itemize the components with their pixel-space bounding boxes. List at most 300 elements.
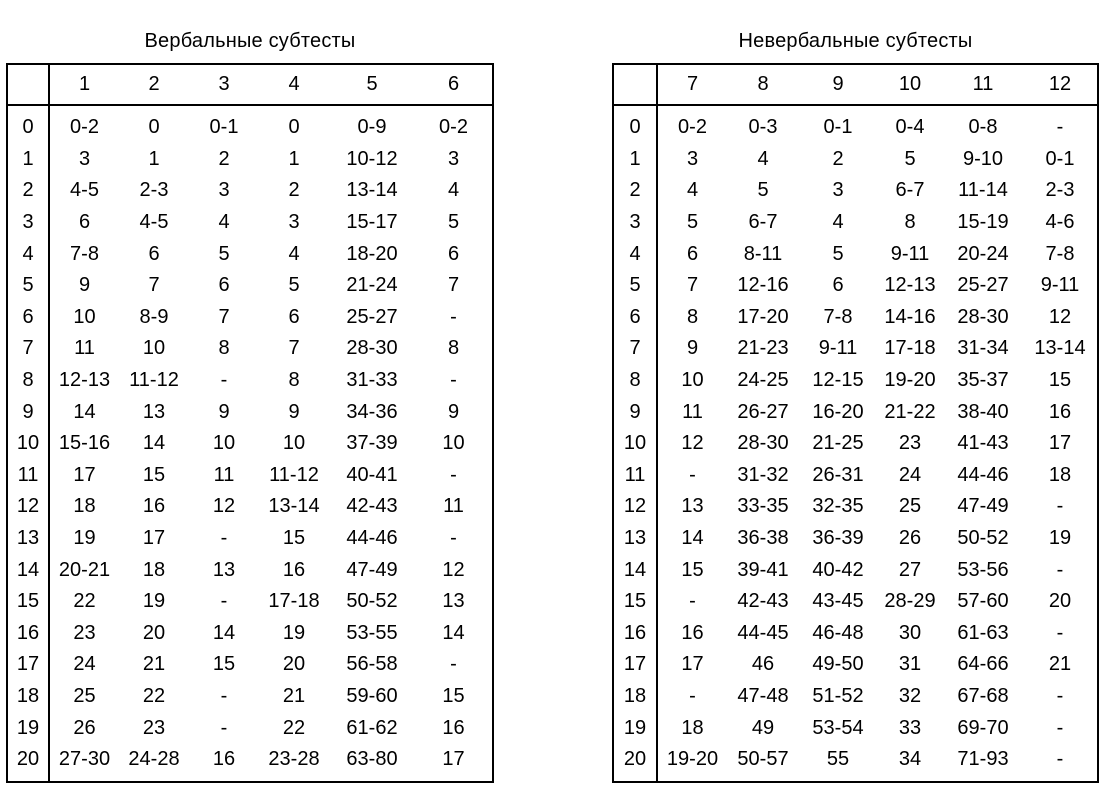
raw-score-cell: 27 [898, 558, 922, 581]
raw-score-cell: 34 [898, 748, 922, 771]
raw-score-cell: 4-5 [70, 179, 99, 202]
table-row [7, 712, 493, 744]
raw-score-cell: 0-8 [968, 116, 998, 139]
nonverbal-table-body [613, 105, 1098, 782]
raw-score-cell: 0 [288, 116, 300, 139]
raw-score-cell: 9 [78, 274, 91, 297]
raw-score-cell: 21 [1048, 653, 1072, 676]
raw-score-cell: 15 [142, 463, 166, 486]
raw-score-cell: 16 [212, 748, 236, 771]
raw-score-cell: 20-21 [58, 558, 111, 581]
scaled-score-cell: 4 [7, 238, 49, 270]
scaled-score-cell: 19 [7, 712, 49, 744]
raw-score-cell: 12-13 [58, 369, 111, 392]
scaled-score-cell: 0 [7, 105, 49, 144]
raw-score-cell: - [220, 527, 228, 550]
raw-score-cell: 4 [218, 211, 230, 234]
raw-score-cell: 2-3 [139, 179, 169, 202]
raw-score-cell: 23 [73, 621, 96, 644]
subtest-column-header: 4 [259, 64, 329, 105]
nonverbal-header-row [613, 64, 1098, 105]
scaled-score-cell: 10 [7, 428, 49, 460]
raw-score-cell: - [689, 590, 696, 613]
raw-score-cell: 13-14 [268, 495, 320, 518]
scaled-score-cell: 15 [7, 586, 49, 618]
scaled-score-cell: 6 [7, 302, 49, 334]
raw-score-cell: 53-54 [812, 716, 864, 739]
raw-score-cell: 5 [904, 147, 916, 170]
raw-score-cell: 6 [832, 274, 844, 297]
raw-score-cell: 10 [73, 305, 96, 328]
raw-score-cell: 14 [73, 400, 96, 423]
raw-score-cell: 5 [218, 242, 230, 265]
raw-score-cell: 18 [1048, 463, 1072, 486]
raw-score-cell: 4 [832, 211, 844, 234]
raw-score-cell: - [220, 684, 228, 707]
raw-score-cell: 7 [447, 274, 460, 297]
table-row [613, 618, 1098, 650]
table-row [613, 302, 1098, 334]
raw-score-cell: 8 [218, 337, 230, 360]
raw-score-cell: 6-7 [895, 179, 925, 202]
raw-score-cell: 42-43 [346, 495, 398, 518]
raw-score-cell: - [1056, 558, 1064, 581]
raw-score-cell: 9-11 [1040, 274, 1080, 297]
raw-score-cell: 24-25 [737, 369, 789, 392]
raw-score-cell: 21-24 [346, 274, 398, 297]
raw-score-cell: 8 [288, 369, 300, 392]
raw-score-cell: 6 [218, 274, 230, 297]
raw-score-cell: 28-30 [957, 305, 1009, 328]
raw-score-cell: 69-70 [957, 716, 1009, 739]
scaled-score-cell: 11 [7, 460, 49, 492]
raw-score-cell: 23 [898, 432, 922, 455]
raw-score-cell: 10 [212, 432, 236, 455]
raw-score-cell: 11-12 [269, 463, 319, 486]
raw-score-cell: 19 [1048, 527, 1072, 550]
table-row [613, 238, 1098, 270]
raw-score-cell: 16 [442, 716, 465, 739]
raw-score-cell: 5 [447, 211, 460, 234]
raw-score-cell: 11 [74, 337, 95, 360]
raw-score-cell: 51-52 [812, 684, 864, 707]
raw-score-cell: 5 [832, 242, 844, 265]
raw-score-cell: 4-5 [139, 211, 169, 234]
raw-score-cell: 50-52 [346, 590, 398, 613]
raw-score-cell: 6 [686, 242, 699, 265]
raw-score-cell: - [220, 716, 228, 739]
raw-score-cell: 12-16 [737, 274, 789, 297]
raw-score-cell: - [1056, 621, 1064, 644]
raw-score-cell: - [450, 305, 457, 328]
raw-score-cell: 61-62 [346, 716, 398, 739]
scaled-score-cell: 12 [613, 491, 657, 523]
scaled-score-cell: 8 [7, 365, 49, 397]
raw-score-cell: 7-8 [823, 305, 853, 328]
raw-score-cell: 20 [1048, 590, 1072, 613]
raw-score-cell: 23 [142, 716, 166, 739]
subtest-column-header: 2 [119, 64, 189, 105]
table-row [613, 586, 1098, 618]
table-row [613, 105, 1098, 144]
raw-score-cell: 18 [681, 716, 704, 739]
raw-score-cell: 13 [681, 495, 704, 518]
raw-score-cell: 14 [442, 621, 465, 644]
table-row [613, 744, 1098, 783]
scaled-score-cell: 17 [613, 649, 657, 681]
scaled-score-cell: 14 [613, 554, 657, 586]
subtest-column-header: 9 [799, 64, 877, 105]
table-row [7, 302, 493, 334]
raw-score-cell: 18 [142, 558, 166, 581]
raw-score-cell: 3 [218, 179, 230, 202]
scaled-score-cell: 20 [613, 744, 657, 783]
raw-score-cell: 49-50 [812, 653, 864, 676]
raw-score-cell: 21-22 [884, 400, 936, 423]
raw-score-cell: 0-9 [357, 116, 387, 139]
raw-score-cell: 22 [282, 716, 306, 739]
raw-score-cell: 6 [447, 242, 460, 265]
raw-score-cell: 11 [213, 463, 235, 486]
raw-score-cell: 0 [148, 116, 160, 139]
raw-score-cell: 33 [898, 716, 922, 739]
raw-score-cell: 13 [212, 558, 236, 581]
raw-score-cell: 9 [218, 400, 230, 423]
table-row [7, 554, 493, 586]
raw-score-cell: 67-68 [957, 684, 1009, 707]
raw-score-cell: 28-30 [737, 432, 789, 455]
raw-score-cell: 53-55 [346, 621, 398, 644]
raw-score-cell: 36-38 [737, 527, 789, 550]
raw-score-cell: 10 [142, 337, 166, 360]
raw-score-cell: 16-20 [812, 400, 864, 423]
raw-score-cell: 2-3 [1045, 179, 1075, 202]
raw-score-cell: - [689, 463, 696, 486]
table-row [613, 712, 1098, 744]
raw-score-cell: 44-46 [346, 527, 398, 550]
raw-score-cell: 41-43 [957, 432, 1009, 455]
scaled-score-cell: 20 [7, 744, 49, 783]
raw-score-cell: - [1056, 684, 1064, 707]
table-row [613, 270, 1098, 302]
scaled-score-cell: 7 [7, 333, 49, 365]
raw-score-cell: 5 [757, 179, 769, 202]
table-row [7, 396, 493, 428]
raw-score-cell: 28-30 [346, 337, 398, 360]
subtest-column-header: 10 [877, 64, 943, 105]
raw-score-cell: 38-40 [957, 400, 1009, 423]
raw-score-cell: 10 [442, 432, 465, 455]
raw-score-cell: 12 [442, 558, 465, 581]
raw-score-cell: 3 [288, 211, 300, 234]
raw-score-cell: 14 [142, 432, 166, 455]
table-row [613, 681, 1098, 713]
raw-score-cell: 16 [681, 621, 704, 644]
scaled-score-cell: 14 [7, 554, 49, 586]
subtest-column-header: 11 [943, 64, 1023, 105]
raw-score-cell: 31-33 [346, 369, 398, 392]
raw-score-cell: - [689, 684, 696, 707]
scaled-score-cell: 10 [613, 428, 657, 460]
raw-score-cell: 15 [212, 653, 236, 676]
raw-score-cell: 1 [288, 147, 300, 170]
raw-score-cell: 17 [73, 463, 96, 486]
raw-score-cell: 17 [142, 527, 166, 550]
raw-score-cell: 25-27 [346, 305, 398, 328]
raw-score-cell: 26 [73, 716, 96, 739]
raw-score-cell: 61-63 [957, 621, 1009, 644]
raw-score-cell: 15-19 [957, 211, 1009, 234]
raw-score-cell: 21-23 [737, 337, 789, 360]
raw-score-cell: - [220, 369, 228, 392]
raw-score-cell: 11-12 [129, 369, 179, 392]
raw-score-cell: 47-49 [957, 495, 1009, 518]
raw-score-cell: 8 [447, 337, 460, 360]
raw-score-cell: 71-93 [957, 748, 1009, 771]
table-row [7, 333, 493, 365]
raw-score-cell: 11-14 [958, 179, 1008, 202]
raw-score-cell: 21 [282, 684, 306, 707]
raw-score-cell: 6-7 [748, 211, 778, 234]
table-row [7, 523, 493, 555]
raw-score-cell: 20 [282, 653, 306, 676]
raw-score-cell: 18-20 [346, 242, 398, 265]
verbal-header-row [7, 64, 493, 105]
raw-score-cell: 7-8 [1045, 242, 1075, 265]
raw-score-cell: 11 [443, 495, 464, 518]
raw-score-cell: 2 [288, 179, 300, 202]
raw-score-cell: 10-12 [346, 147, 398, 170]
raw-score-cell: 15-16 [58, 432, 111, 455]
raw-score-cell: 18 [73, 495, 96, 518]
raw-score-cell: - [450, 653, 457, 676]
nonverbal-norms-table [612, 63, 1099, 783]
raw-score-cell: 15 [681, 558, 704, 581]
subtest-column-header: 12 [1023, 64, 1098, 105]
scaled-score-cell: 1 [7, 144, 49, 176]
raw-score-cell: 36-39 [812, 527, 864, 550]
raw-score-cell: 16 [142, 495, 166, 518]
raw-score-cell: 55 [826, 748, 850, 771]
raw-score-cell: 39-41 [737, 558, 789, 581]
table-row [7, 238, 493, 270]
scaled-score-cell: 18 [613, 681, 657, 713]
scaled-score-cell: 2 [7, 175, 49, 207]
raw-score-cell: 5 [686, 211, 699, 234]
raw-score-cell: 7 [218, 305, 230, 328]
scaled-score-cell: 12 [7, 491, 49, 523]
raw-score-cell: 2 [218, 147, 230, 170]
raw-score-cell: 13 [442, 590, 465, 613]
raw-score-cell: 14 [681, 527, 704, 550]
raw-score-cell: 17-18 [884, 337, 936, 360]
raw-score-cell: 40-42 [812, 558, 864, 581]
raw-score-cell: 9 [288, 400, 300, 423]
raw-score-cell: 19 [73, 527, 96, 550]
table-row [613, 460, 1098, 492]
verbal-subtests-title: Вербальные субтесты [144, 30, 356, 52]
raw-score-cell: 0-3 [748, 116, 778, 139]
raw-score-cell: 0-2 [678, 116, 707, 139]
raw-score-cell: 16 [282, 558, 306, 581]
raw-score-cell: 35-37 [957, 369, 1009, 392]
scaled-score-cell: 19 [613, 712, 657, 744]
raw-score-cell: 24 [898, 463, 922, 486]
scaled-score-cell: 3 [613, 207, 657, 239]
raw-score-cell: 17 [442, 748, 465, 771]
raw-score-cell: 15 [442, 684, 465, 707]
raw-score-cell: 12-13 [884, 274, 936, 297]
table-row [613, 396, 1098, 428]
raw-score-cell: 28-29 [884, 590, 936, 613]
table-row [7, 460, 493, 492]
raw-score-cell: 0-1 [823, 116, 853, 139]
raw-score-cell: 12 [212, 495, 236, 518]
raw-score-cell: 20-24 [957, 242, 1009, 265]
scaled-score-cell: 6 [613, 302, 657, 334]
raw-score-cell: 22 [73, 590, 96, 613]
raw-score-cell: - [1056, 116, 1064, 139]
raw-score-cell: 24-28 [128, 748, 180, 771]
raw-score-cell: 9-11 [818, 337, 858, 360]
raw-score-cell: 33-35 [737, 495, 789, 518]
raw-score-cell: 7 [288, 337, 300, 360]
table-row [7, 270, 493, 302]
table-row [7, 618, 493, 650]
raw-score-cell: 16 [1048, 400, 1072, 423]
nonverbal-subtests-title: Невербальные субтесты [738, 30, 973, 52]
raw-score-cell: 9 [447, 400, 460, 423]
scaled-score-cell: 15 [613, 586, 657, 618]
raw-score-cell: 50-52 [957, 527, 1009, 550]
raw-score-cell: - [1056, 748, 1064, 771]
raw-score-cell: 12 [1048, 305, 1072, 328]
table-row [613, 523, 1098, 555]
raw-score-cell: - [450, 369, 457, 392]
raw-score-cell: 0-2 [439, 116, 468, 139]
subtest-column-header: 8 [727, 64, 799, 105]
verbal-table-body [7, 105, 493, 782]
raw-score-cell: 53-56 [957, 558, 1009, 581]
table-row [613, 144, 1098, 176]
raw-score-cell: 3 [686, 147, 699, 170]
raw-score-cell: 9-11 [890, 242, 930, 265]
raw-score-cell: 0-4 [895, 116, 925, 139]
raw-score-cell: 32 [898, 684, 922, 707]
raw-score-cell: 17 [681, 653, 704, 676]
raw-score-cell: 12-15 [812, 369, 864, 392]
raw-score-cell: 4 [757, 147, 769, 170]
raw-score-cell: 27-30 [58, 748, 111, 771]
raw-score-cell: 8 [686, 305, 699, 328]
raw-score-cell: 49 [751, 716, 775, 739]
raw-score-cell: 21-25 [812, 432, 864, 455]
raw-score-cell: 2 [832, 147, 844, 170]
subtest-column-header: 1 [49, 64, 119, 105]
raw-score-cell: 31-32 [737, 463, 789, 486]
table-row [7, 681, 493, 713]
raw-score-cell: 15 [282, 527, 306, 550]
table-row [613, 175, 1098, 207]
raw-score-cell: 63-80 [346, 748, 398, 771]
raw-score-cell: 25 [73, 684, 96, 707]
raw-score-cell: 8-9 [139, 305, 169, 328]
scaled-score-cell: 16 [7, 618, 49, 650]
raw-score-cell: 7-8 [70, 242, 99, 265]
raw-score-cell: 3 [832, 179, 844, 202]
raw-score-cell: 11 [682, 400, 703, 423]
table-row [613, 428, 1098, 460]
raw-score-cell: - [220, 590, 228, 613]
table-row [613, 554, 1098, 586]
table-row [7, 586, 493, 618]
raw-score-cell: 9-10 [962, 147, 1004, 170]
scaled-score-cell: 17 [7, 649, 49, 681]
raw-score-cell: 12 [681, 432, 704, 455]
scaled-score-cell: 18 [7, 681, 49, 713]
scaled-score-cell: 13 [613, 523, 657, 555]
raw-score-cell: 56-58 [346, 653, 398, 676]
raw-score-cell: 13-14 [1034, 337, 1086, 360]
verbal-norms-table [6, 63, 494, 783]
raw-score-cell: - [1056, 716, 1064, 739]
raw-score-cell: 19 [142, 590, 166, 613]
raw-score-cell: 17-18 [268, 590, 320, 613]
raw-score-cell: 8-11 [743, 242, 783, 265]
scaled-score-cell: 5 [7, 270, 49, 302]
raw-score-cell: 31-34 [957, 337, 1009, 360]
scaled-score-cell: 7 [613, 333, 657, 365]
table-row [7, 744, 493, 783]
raw-score-cell: 32-35 [812, 495, 864, 518]
raw-score-cell: 10 [681, 369, 704, 392]
raw-score-cell: 13 [142, 400, 166, 423]
table-row [613, 491, 1098, 523]
subtest-column-header: 5 [329, 64, 415, 105]
table-row [613, 333, 1098, 365]
raw-score-cell: 23-28 [268, 748, 320, 771]
raw-score-cell: 25 [898, 495, 922, 518]
table-row [7, 105, 493, 144]
raw-score-cell: 4 [686, 179, 699, 202]
raw-score-cell: 19 [282, 621, 306, 644]
raw-score-cell: 50-57 [737, 748, 789, 771]
raw-score-cell: 17 [1048, 432, 1072, 455]
scaled-score-cell: 8 [613, 365, 657, 397]
raw-score-cell: 4 [288, 242, 300, 265]
raw-score-cell: - [450, 527, 457, 550]
scaled-score-cell: 0 [613, 105, 657, 144]
corner-cell [7, 64, 49, 105]
scaled-score-cell: 3 [7, 207, 49, 239]
raw-score-cell: 46 [751, 653, 775, 676]
raw-score-cell: 64-66 [957, 653, 1009, 676]
scaled-score-cell: 2 [613, 175, 657, 207]
raw-score-cell: 0-1 [1045, 147, 1075, 170]
raw-score-cell: 6 [78, 211, 91, 234]
raw-score-cell: 37-39 [346, 432, 398, 455]
raw-score-cell: 19-20 [884, 369, 936, 392]
raw-score-cell: 6 [288, 305, 300, 328]
scaled-score-cell: 9 [613, 396, 657, 428]
table-row [7, 491, 493, 523]
raw-score-cell: 10 [282, 432, 306, 455]
subtest-column-header: 3 [189, 64, 259, 105]
table-row [7, 428, 493, 460]
table-row [7, 649, 493, 681]
raw-score-cell: 25-27 [957, 274, 1009, 297]
raw-score-cell: 3 [447, 147, 460, 170]
